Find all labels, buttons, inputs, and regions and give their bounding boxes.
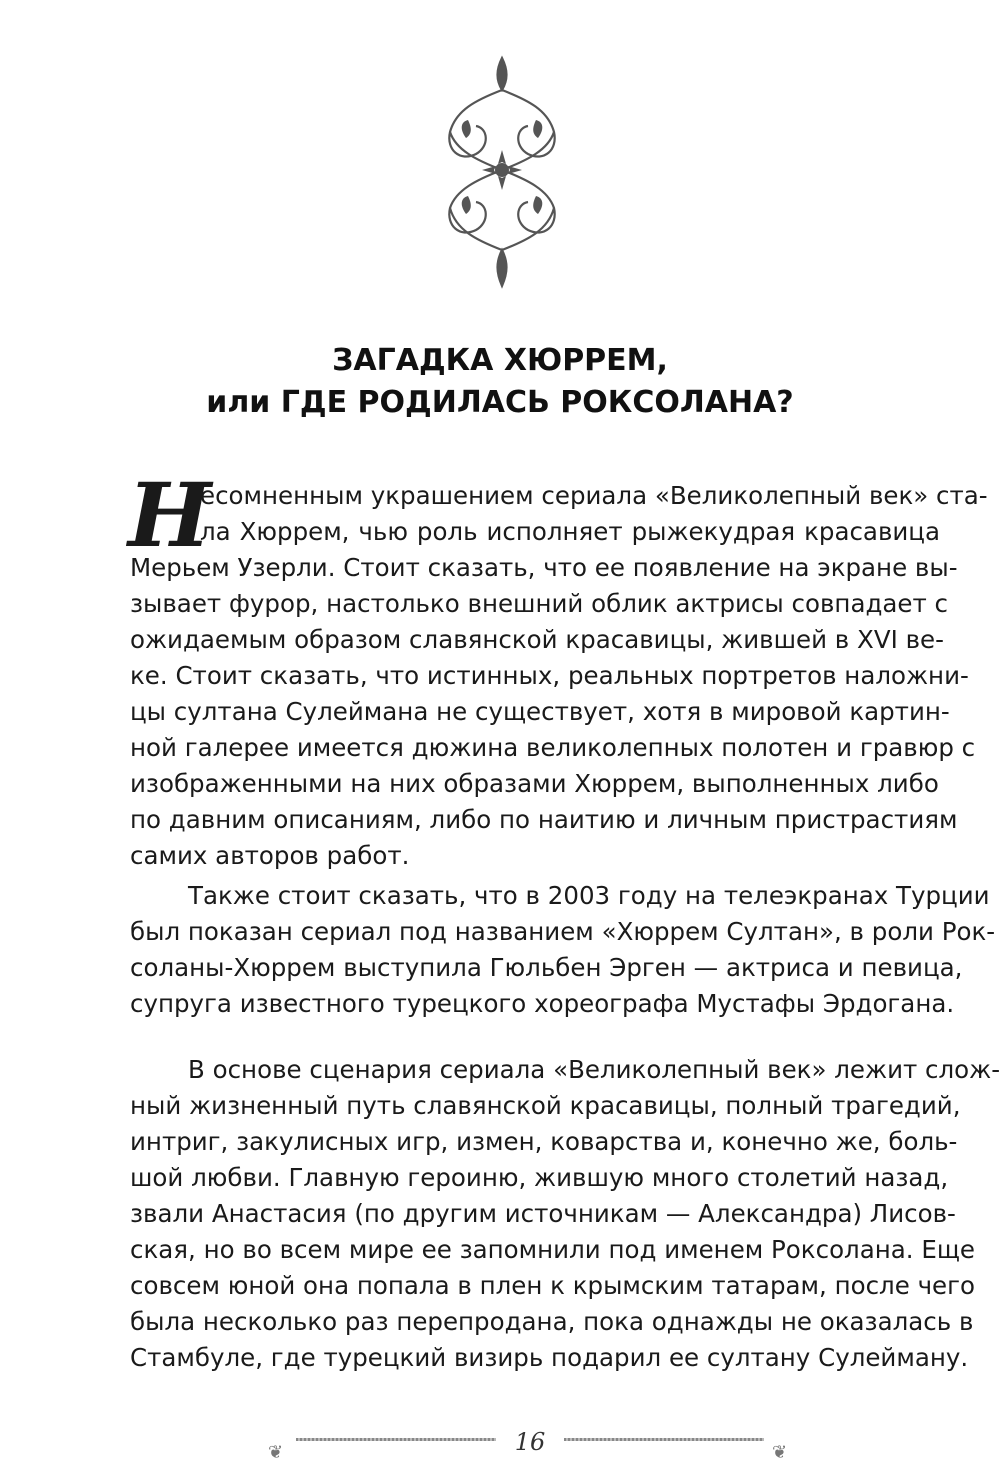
text-line: соланы-Хюррем выступила Гюльбен Эрген — актриса и певица, <box>130 953 963 982</box>
page-footer-bar <box>260 1428 800 1464</box>
text-line: интриг, закулисных игр, измен, коварства и, конечно же, боль- <box>130 1127 958 1156</box>
page-number: 16 <box>514 1428 546 1456</box>
chapter-title-line-2: или ГДЕ РОДИЛАСЬ РОКСОЛАНА? <box>206 385 794 420</box>
text-line: есомненным украшением сериала «Великолепный век» ста- <box>200 481 988 510</box>
text-line: супруга известного турецкого хореографа Мустафы Эрдогана. <box>130 989 955 1018</box>
text-line: изображенными на них образами Хюррем, выполненных либо <box>130 769 939 798</box>
text-line: ной галерее имеется дюжина великолепных полотен и гравюр с <box>130 733 976 762</box>
text-line: звали Анастасия (по другим источникам — Александра) Лисов- <box>130 1199 956 1228</box>
left-rule <box>296 1438 496 1441</box>
text-line: совсем юной она попала в плен к крымским татарам, после чего <box>130 1271 975 1300</box>
text-line: был показан сериал под названием «Хюррем Султан», в роли Рок- <box>130 917 996 946</box>
text-line: по давним описаниям, либо по наитию и личным пристрастиям <box>130 805 958 834</box>
text-line: зывает фурор, настолько внешний облик актрисы совпадает с <box>130 589 949 618</box>
text-line: Мерьем Узерли. Стоит сказать, что ее появление на экране вы- <box>130 553 958 582</box>
chapter-title-line-1: ЗАГАДКА ХЮРРЕМ, <box>332 343 668 378</box>
text-line: В основе сценария сериала «Великолепный век» лежит слож- <box>188 1055 1000 1084</box>
text-line: ла Хюррем, чью роль исполняет рыжекудрая красавица <box>200 517 940 546</box>
text-line: шой любви. Главную героиню, жившую много столетий назад, <box>130 1163 949 1192</box>
text-line: ный жизненный путь славянской красавицы, полный трагедий, <box>130 1091 961 1120</box>
right-rule <box>564 1438 764 1441</box>
chapter-title <box>0 340 1000 424</box>
floral-ornament-icon <box>436 50 568 290</box>
text-line: ожидаемым образом славянской красавицы, жившей в XVI ве- <box>130 625 944 654</box>
text-line: ке. Стоит сказать, что истинных, реальных портретов наложни- <box>130 661 969 690</box>
text-line: самих авторов работ. <box>130 841 410 870</box>
text-line: Стамбуле, где турецкий визирь подарил ее султану Сулейману. <box>130 1343 969 1372</box>
text-line: ская, но во всем мире ее запомнили под именем Роксолана. Еще <box>130 1235 975 1264</box>
text-line: Также стоит сказать, что в 2003 году на телеэкранах Турции <box>188 881 990 910</box>
text-line: была несколько раз перепродана, пока однажды не оказалась в <box>130 1307 974 1336</box>
left-fleuron-icon: ❦ <box>268 1442 284 1463</box>
drop-cap: Н <box>128 463 212 567</box>
right-fleuron-icon: ❦ <box>772 1442 788 1463</box>
text-line: цы султана Сулеймана не существует, хотя в мировой картин- <box>130 697 950 726</box>
